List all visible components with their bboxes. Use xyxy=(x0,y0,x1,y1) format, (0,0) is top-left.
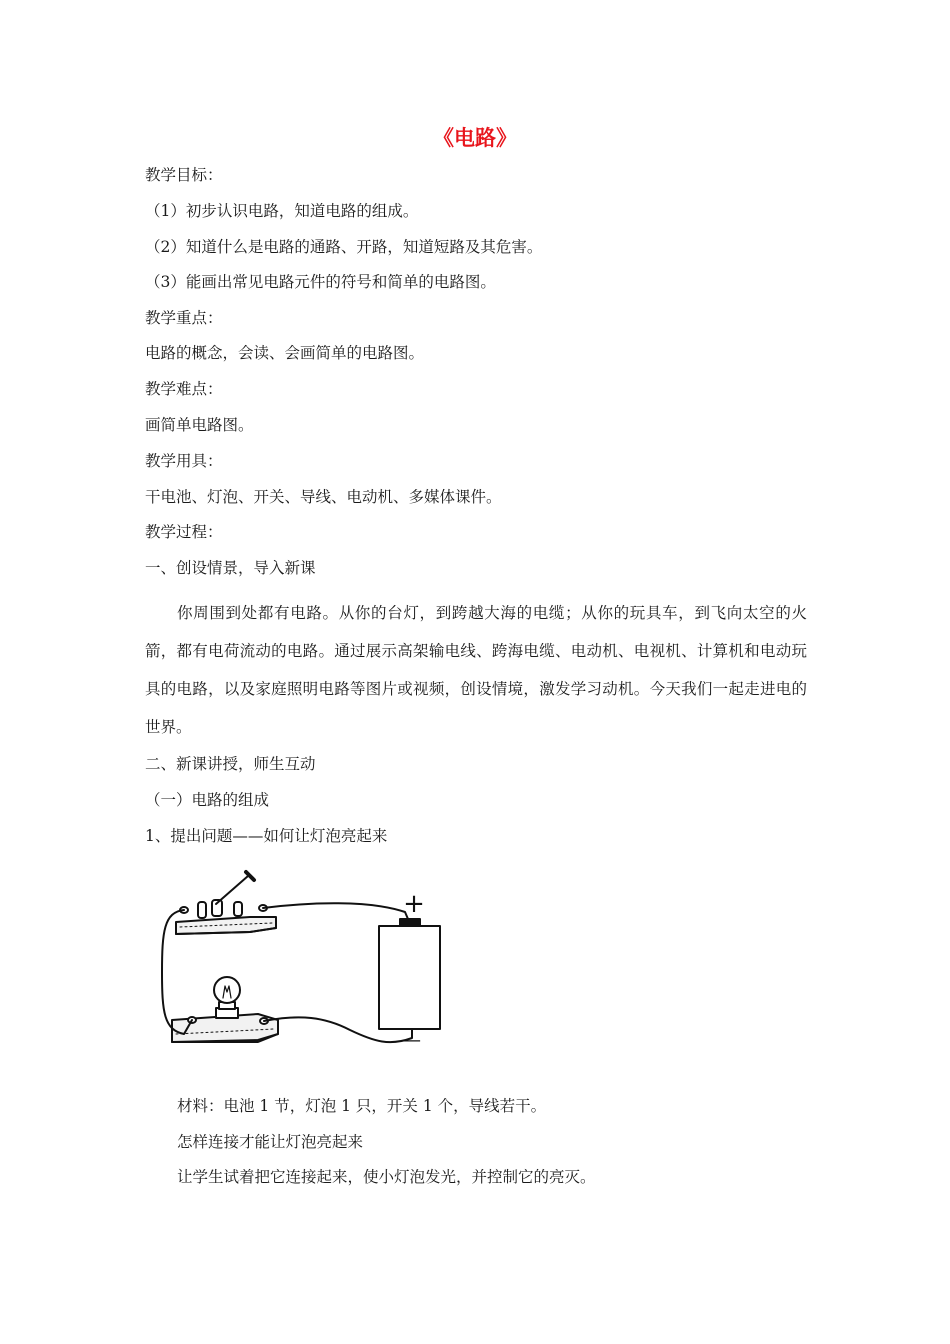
battery-plus-label: + xyxy=(403,889,425,919)
tools-heading: 教学用具： xyxy=(145,452,223,470)
question-text: 怎样连接才能让灯泡亮起来 xyxy=(177,1133,364,1151)
key-points-text: 电路的概念，会读、会画简单的电路图。 xyxy=(145,344,425,362)
section1-paragraph: 你周围到处都有电路。从你的台灯，到跨越大海的电缆；从你的玩具车，到飞向太空的火箭，都有电荷流动的电路。通过展示高架输电线、跨海电缆、电动机、电视机、计算机和电动玩具的电路，以及家庭照明电路等图片或视频，创设情境，激发学习动机。今天我们一起走进电的世界。 xyxy=(145,604,807,736)
tools-text: 干电池、灯泡、开关、导线、电动机、多媒体课件。 xyxy=(145,488,502,506)
lamp-component xyxy=(172,977,278,1042)
materials-text: 材料：电池 1 节，灯泡 1 只，开关 1 个，导线若干。 xyxy=(177,1097,547,1115)
key-points-heading: 教学重点： xyxy=(145,309,223,327)
objective-item-1: （1）初步认识电路，知道电路的组成。 xyxy=(145,202,419,220)
subsection1-heading: （一）电路的组成 xyxy=(145,791,270,809)
item1-heading: 1、提出问题——如何让灯泡亮起来 xyxy=(145,827,388,845)
battery-minus-label: — xyxy=(403,1030,421,1051)
switch-component xyxy=(176,872,276,934)
circuit-illustration xyxy=(150,862,460,1058)
section1-heading: 一、创设情景，导入新课 xyxy=(145,559,316,577)
objectives-heading: 教学目标： xyxy=(145,166,223,184)
battery-component xyxy=(379,919,440,1029)
difficulty-text: 画简单电路图。 xyxy=(145,416,254,434)
section2-heading: 二、新课讲授，师生互动 xyxy=(145,755,316,773)
activity-text: 让学生试着把它连接起来，使小灯泡发光，并控制它的亮灭。 xyxy=(177,1168,596,1186)
objective-item-2: （2）知道什么是电路的通路、开路，知道短路及其危害。 xyxy=(145,238,543,256)
document-title: 《电路》 xyxy=(433,126,517,150)
difficulty-heading: 教学难点： xyxy=(145,380,223,398)
process-heading: 教学过程： xyxy=(145,523,223,541)
objective-item-3: （3）能画出常见电路元件的符号和简单的电路图。 xyxy=(145,273,496,291)
